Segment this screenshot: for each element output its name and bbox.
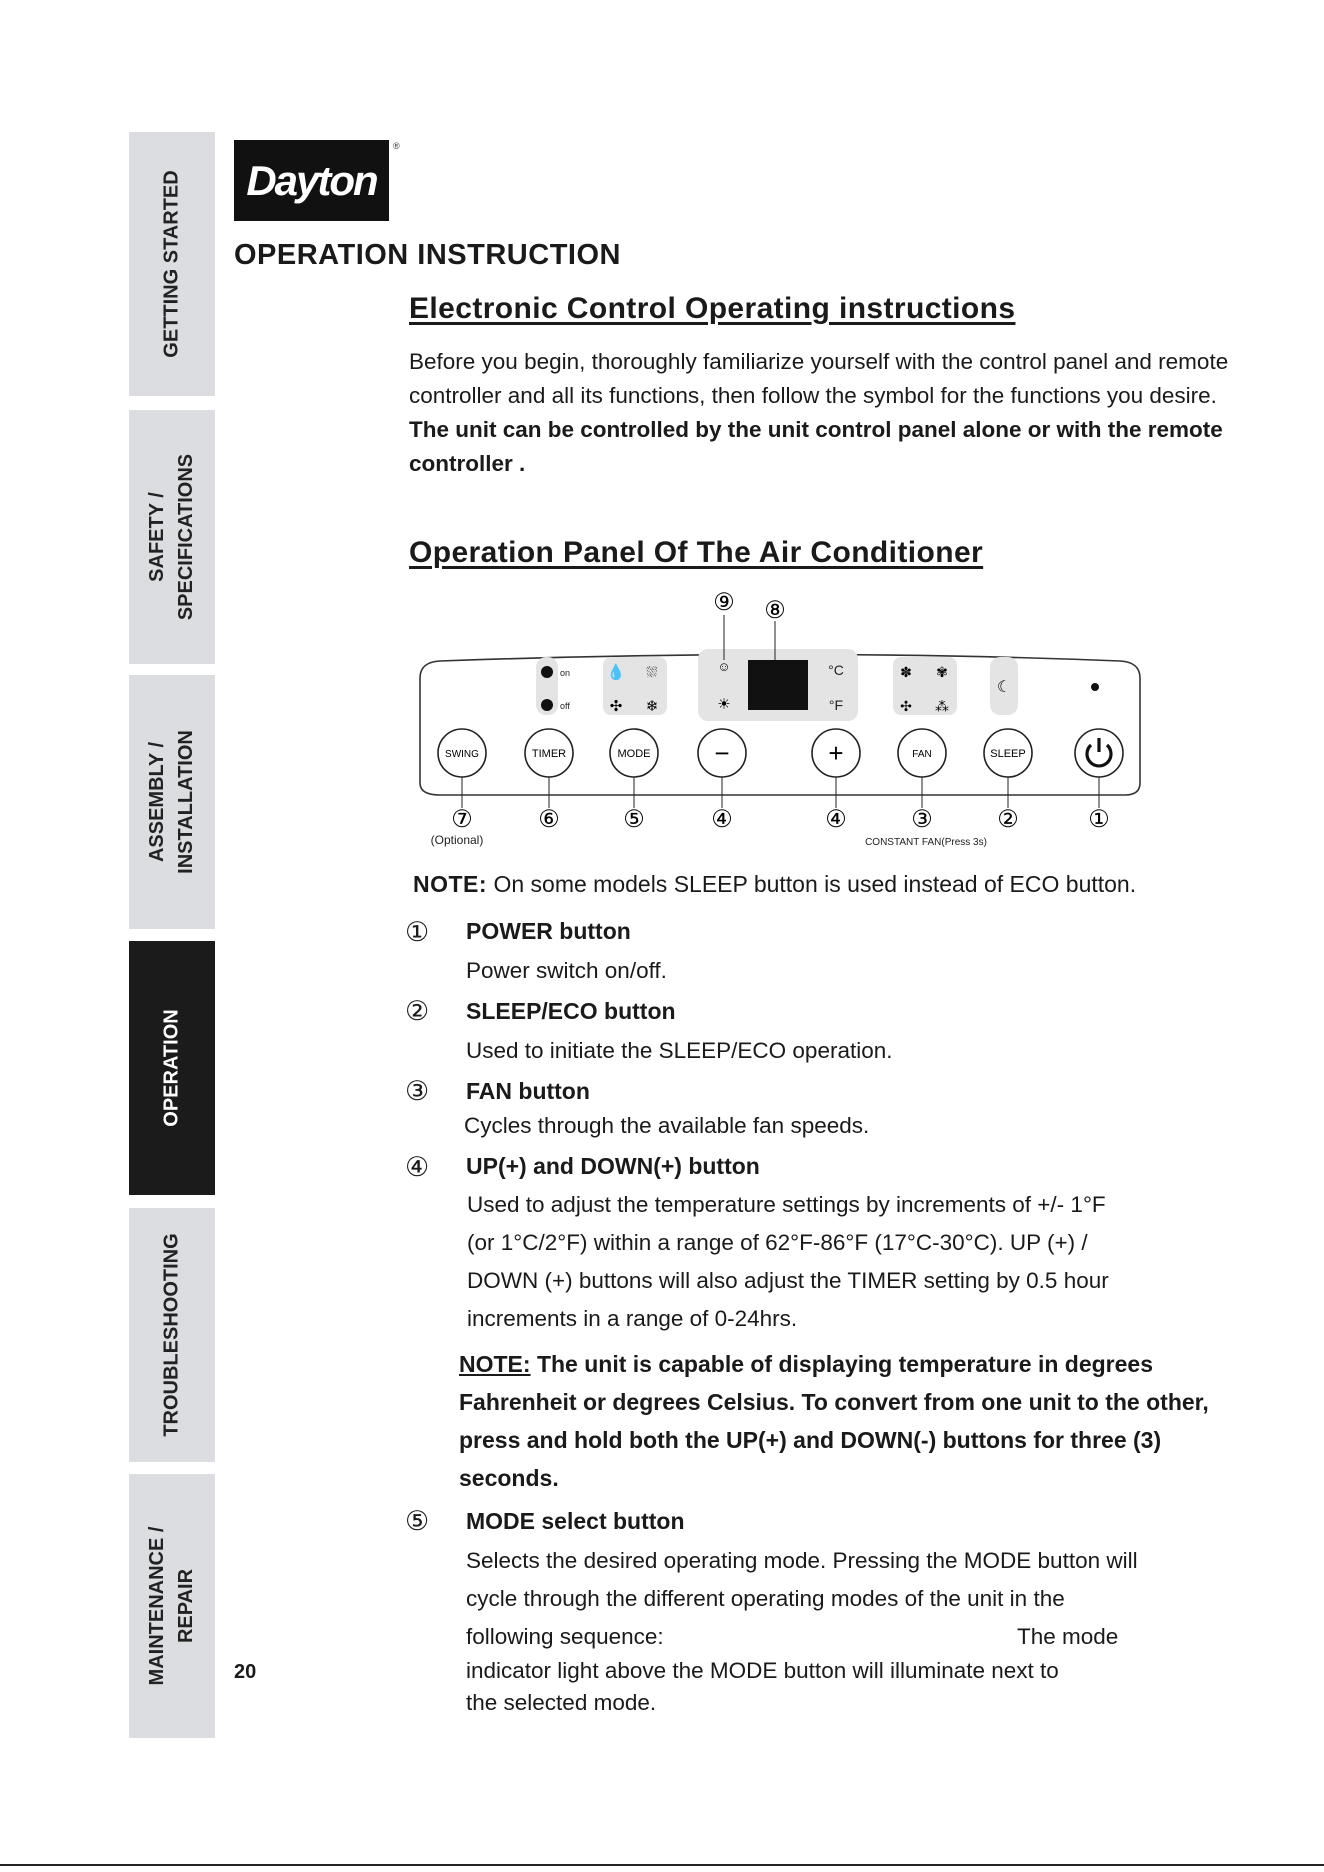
callout-5: ⑤ bbox=[623, 806, 645, 833]
constant-fan-label: CONSTANT FAN(Press 3s) bbox=[865, 837, 987, 848]
item-number: ① bbox=[405, 917, 430, 947]
item-title: FAN button bbox=[466, 1078, 590, 1104]
optional-label: (Optional) bbox=[430, 833, 484, 847]
timer-on-label: on bbox=[560, 668, 571, 678]
tab-operation[interactable] bbox=[129, 941, 215, 1195]
item-title: MODE select button bbox=[466, 1508, 685, 1534]
up-button[interactable] bbox=[812, 729, 860, 777]
callout-4-down: ④ bbox=[711, 806, 733, 833]
note-label: NOTE: bbox=[459, 1351, 531, 1377]
power-button[interactable] bbox=[1075, 729, 1123, 777]
item-desc: Cycles through the available fan speeds. bbox=[464, 1113, 870, 1138]
tab-label: ASSEMBLY / INSTALLATION bbox=[146, 730, 197, 874]
callout-9: ⑨ bbox=[713, 589, 735, 616]
callout-7: ⑦ bbox=[451, 806, 473, 833]
item-desc: the selected mode. bbox=[466, 1690, 657, 1715]
item-desc: cycle through the different operating modes of the unit in the bbox=[466, 1586, 1065, 1611]
fahrenheit-label: °F bbox=[828, 697, 844, 713]
timer-off-label: off bbox=[560, 701, 570, 711]
svg-text:+: + bbox=[828, 738, 844, 768]
item-desc: increments in a range of 0-24hrs. bbox=[467, 1306, 798, 1331]
item-desc: The mode bbox=[1017, 1624, 1119, 1649]
item-number: ⑤ bbox=[405, 1506, 430, 1536]
item-number: ③ bbox=[405, 1076, 430, 1106]
cool-icon: ❄ bbox=[645, 698, 659, 715]
svg-text:SLEEP: SLEEP bbox=[990, 748, 1026, 760]
item-desc: Used to initiate the SLEEP/ECO operation. bbox=[466, 1038, 893, 1063]
control-panel-diagram bbox=[0, 0, 1324, 880]
swing-button[interactable] bbox=[438, 729, 486, 777]
item-title: UP(+) and DOWN(+) button bbox=[466, 1153, 760, 1179]
callout-3: ③ bbox=[911, 806, 933, 833]
item-desc: (or 1°C/2°F) within a range of 62°F-86°F (17°C-30°C). UP (+) / bbox=[467, 1230, 1088, 1255]
callout-6: ⑥ bbox=[538, 806, 560, 833]
heat-icon: ☀ bbox=[717, 696, 731, 713]
dehumidify-icon: ⛆ bbox=[646, 664, 658, 680]
fan-auto-icon: ⁂ bbox=[935, 698, 949, 714]
page-bottom-rule bbox=[0, 1864, 1324, 1866]
tab-label: SAFETY / SPECIFICATIONS bbox=[146, 453, 197, 621]
callout-1: ① bbox=[1088, 806, 1110, 833]
section-heading: Electronic Control Operating instructions bbox=[409, 292, 1016, 325]
sleep-moon-icon: ☾ bbox=[996, 679, 1012, 696]
svg-text:MODE: MODE bbox=[617, 748, 651, 760]
item-number: ④ bbox=[405, 1152, 430, 1182]
item-desc: Used to adjust the temperature settings by increments of +/- 1°F bbox=[467, 1192, 1106, 1217]
fan-med-icon: ✾ bbox=[936, 664, 948, 680]
timer-on-indicator bbox=[541, 666, 553, 678]
timer-button[interactable] bbox=[525, 729, 573, 777]
intro-paragraph: Before you begin, thoroughly familiarize yourself with the control panel and remote controller and all its functions, then follow the symbol for the functions you desire. bbox=[409, 349, 1229, 408]
note-sleep-eco bbox=[413, 871, 1136, 898]
note-temperature-units bbox=[459, 1345, 1229, 1497]
celsius-label: °C bbox=[828, 662, 844, 678]
item-desc: DOWN (+) buttons will also adjust the TIMER setting by 0.5 hour bbox=[467, 1268, 1109, 1293]
fan-high-icon: ✽ bbox=[900, 664, 912, 680]
brand-logo: Dayton bbox=[234, 140, 389, 221]
item-desc: Selects the desired operating mode. Pressing the MODE button will bbox=[466, 1548, 1138, 1573]
tab-label: OPERATION bbox=[160, 1009, 183, 1127]
drop-icon: 💧 bbox=[606, 664, 626, 681]
fan-button[interactable] bbox=[898, 729, 946, 777]
sleep-button[interactable] bbox=[984, 729, 1032, 777]
led-display bbox=[748, 660, 808, 710]
fan-low-icon: ✣ bbox=[900, 698, 912, 714]
item-desc: following sequence: bbox=[466, 1624, 664, 1649]
tab-label: TROUBLESHOOTING bbox=[160, 1233, 183, 1437]
callout-8: ⑧ bbox=[764, 597, 786, 624]
item-number: ② bbox=[405, 996, 430, 1026]
svg-text:FAN: FAN bbox=[912, 749, 932, 760]
mode-button[interactable] bbox=[610, 729, 658, 777]
tab-maintenance-repair[interactable] bbox=[129, 1474, 215, 1738]
tab-label: GETTING STARTED bbox=[160, 170, 183, 358]
note-text: The unit is capable of displaying temperature in degrees Fahrenheit or degrees Celsius. To convert from one unit to the other, press and hold both the UP(+) and DOWN(-) buttons for three (3) seconds. bbox=[459, 1351, 1209, 1491]
page-title: OPERATION INSTRUCTION bbox=[234, 239, 621, 271]
item-desc: indicator light above the MODE button will illuminate next to bbox=[466, 1658, 1059, 1683]
power-led bbox=[1091, 683, 1099, 691]
callout-4-up: ④ bbox=[825, 806, 847, 833]
item-desc: Power switch on/off. bbox=[466, 958, 667, 983]
tab-label: MAINTENANCE / REPAIR bbox=[146, 1526, 197, 1686]
note-label: NOTE: bbox=[413, 871, 488, 897]
down-button[interactable] bbox=[698, 729, 746, 777]
item-title: POWER button bbox=[466, 918, 631, 944]
item-title: SLEEP/ECO button bbox=[466, 998, 676, 1024]
svg-text:−: − bbox=[714, 738, 730, 768]
intro-bold-text: The unit can be controlled by the unit control panel alone or with the remote controller . bbox=[409, 417, 1223, 476]
section-heading: Operation Panel Of The Air Conditioner bbox=[409, 536, 984, 569]
note-text: On some models SLEEP button is used instead of ECO button. bbox=[487, 871, 1137, 897]
page-number: 20 bbox=[234, 1661, 257, 1683]
registered-mark: ® bbox=[393, 141, 400, 151]
tab-troubleshooting[interactable] bbox=[129, 1208, 215, 1462]
callout-2: ② bbox=[997, 806, 1019, 833]
svg-text:TIMER: TIMER bbox=[531, 748, 567, 760]
timer-off-indicator bbox=[541, 699, 553, 711]
fan-mode-icon: ✣ bbox=[609, 698, 623, 715]
svg-text:SWING: SWING bbox=[445, 749, 479, 760]
auto-icon: ☺ bbox=[717, 659, 731, 674]
